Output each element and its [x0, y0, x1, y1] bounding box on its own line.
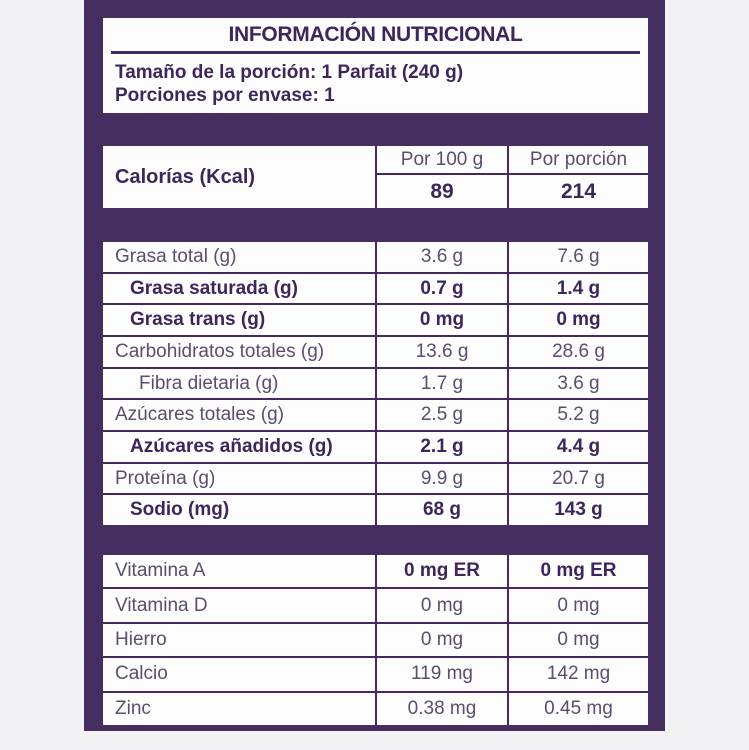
nutrient-value-per-portion: 1.4 g [507, 274, 648, 304]
calories-value-per-100g: 89 [375, 175, 507, 208]
nutrient-value-per-100g: 0 mg [375, 589, 507, 621]
nutrient-label: Zinc [115, 697, 151, 719]
table-row [103, 430, 648, 462]
nutrient-value-per-100g: 119 mg [375, 658, 507, 690]
nutrient-value-per-100g: 2.1 g [375, 432, 507, 462]
separator-bar [103, 525, 648, 555]
nutrient-label: Grasa trans (g) [130, 309, 266, 331]
calories-label: Calorías (Kcal) [115, 165, 256, 188]
nutrient-value-per-portion: 0 mg ER [507, 555, 648, 587]
nutrient-label: Hierro [115, 629, 167, 651]
nutrient-label: Fibra dietaria (g) [139, 372, 279, 394]
label-purple-background [84, 0, 665, 731]
nutrient-value-per-portion: 143 g [507, 495, 648, 525]
nutrient-value-per-portion: 142 mg [507, 658, 648, 690]
table-row [103, 335, 648, 367]
column-header-per-100g: Por 100 g [375, 146, 507, 175]
nutrient-value-per-100g: 0.38 mg [375, 693, 507, 725]
table-row [103, 398, 648, 430]
label-header [103, 18, 648, 51]
table-row [103, 622, 648, 656]
nutrient-value-per-100g: 2.5 g [375, 400, 507, 430]
servings-per-container-text: Porciones por envase: 1 [115, 85, 335, 106]
nutrient-value-per-100g: 9.9 g [375, 464, 507, 494]
vitamins-table [103, 555, 648, 725]
table-row [103, 493, 648, 525]
nutrient-label: Grasa saturada (g) [130, 277, 298, 299]
nutrient-value-per-100g: 0 mg [375, 305, 507, 335]
nutrient-label: Azúcares añadidos (g) [130, 435, 333, 457]
nutrient-value-per-100g: 0.7 g [375, 274, 507, 304]
column-header-per-portion: Por porción [507, 146, 648, 175]
table-row [103, 367, 648, 399]
calories-section [103, 146, 648, 208]
nutrient-value-per-100g: 3.6 g [375, 242, 507, 272]
nutrient-label: Proteína (g) [115, 467, 216, 489]
nutrients-table [103, 242, 648, 525]
calories-value-per-portion: 214 [507, 175, 648, 208]
nutrient-label: Carbohidratos totales (g) [115, 340, 325, 362]
nutrient-label: Vitamina A [115, 560, 206, 582]
table-row [103, 656, 648, 690]
nutrient-value-per-portion: 0 mg [507, 589, 648, 621]
table-row [103, 462, 648, 494]
separator-bar [103, 113, 648, 146]
nutrient-label: Sodio (mg) [130, 499, 230, 521]
table-row [103, 555, 648, 587]
nutrient-value-per-portion: 3.6 g [507, 369, 648, 399]
nutrient-value-per-portion: 20.7 g [507, 464, 648, 494]
nutrient-value-per-portion: 0.45 mg [507, 693, 648, 725]
serving-size-text: Tamaño de la porción: 1 Parfait (240 g) [115, 62, 464, 83]
table-row [103, 303, 648, 335]
page-title: INFORMACIÓN NUTRICIONAL [228, 22, 523, 46]
nutrient-label: Grasa total (g) [115, 245, 237, 267]
nutrient-value-per-100g: 1.7 g [375, 369, 507, 399]
nutrient-label: Calcio [115, 663, 168, 685]
nutrient-value-per-portion: 0 mg [507, 624, 648, 656]
nutrition-label-card [103, 18, 648, 725]
nutrient-value-per-100g: 0 mg ER [375, 555, 507, 587]
table-row [103, 587, 648, 621]
nutrient-value-per-portion: 7.6 g [507, 242, 648, 272]
table-row [103, 272, 648, 304]
nutrient-value-per-portion: 4.4 g [507, 432, 648, 462]
nutrient-value-per-100g: 13.6 g [375, 337, 507, 367]
serving-info [103, 54, 648, 113]
nutrient-value-per-100g: 68 g [375, 495, 507, 525]
nutrient-label: Vitamina D [115, 594, 208, 616]
table-row [103, 691, 648, 725]
nutrient-label: Azúcares totales (g) [115, 404, 284, 426]
separator-bar [103, 208, 648, 242]
calories-columns [375, 146, 648, 208]
nutrient-value-per-portion: 28.6 g [507, 337, 648, 367]
nutrient-value-per-portion: 0 mg [507, 305, 648, 335]
nutrient-value-per-portion: 5.2 g [507, 400, 648, 430]
nutrient-value-per-100g: 0 mg [375, 624, 507, 656]
table-row [103, 242, 648, 272]
